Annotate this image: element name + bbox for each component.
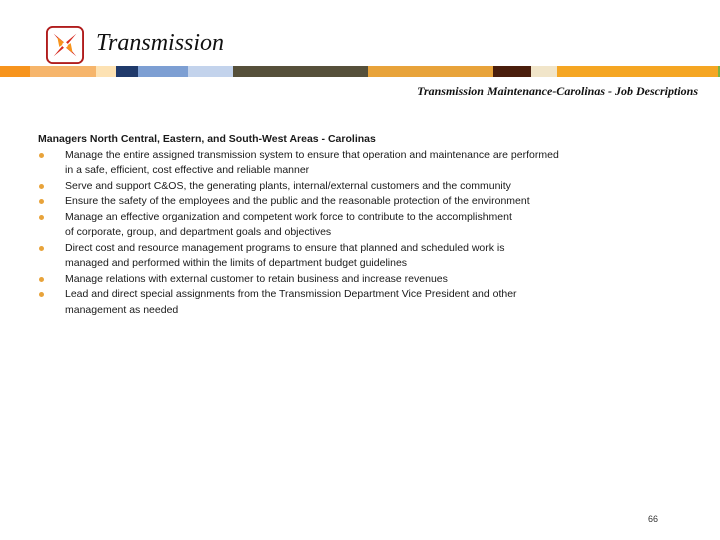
bullet-dot-icon xyxy=(39,153,44,158)
bullet-line: Manage the entire assigned transmission system to ensure that operation and maintenance are performed xyxy=(65,148,559,161)
bullet-dot-icon xyxy=(39,199,44,204)
stripe-segment xyxy=(233,66,368,77)
stripe-segment xyxy=(557,66,718,77)
stripe-segment xyxy=(368,66,493,77)
bullet-line: of corporate, group, and department goals and objectives xyxy=(65,226,332,238)
list-item xyxy=(38,241,678,272)
list-item xyxy=(38,272,678,288)
bullet-line: Direct cost and resource management programs to ensure that planned and scheduled work is xyxy=(65,241,505,254)
color-stripe xyxy=(0,66,720,77)
stripe-segment xyxy=(96,66,116,77)
bullet-dot-icon xyxy=(39,246,44,251)
list-item xyxy=(38,194,678,210)
duke-logo-icon xyxy=(46,26,84,64)
stripe-segment xyxy=(116,66,138,77)
stripe-segment xyxy=(30,66,96,77)
stripe-segment xyxy=(138,66,188,77)
bullet-line: Lead and direct special assignments from the Transmission Department Vice President and other xyxy=(65,288,517,300)
brand-title: Transmission xyxy=(96,30,225,56)
slide-header xyxy=(0,0,720,98)
stripe-segment xyxy=(0,66,30,77)
bullet-line: managed and performed within the limits of department budget guidelines xyxy=(65,257,408,269)
list-item xyxy=(38,287,678,318)
bullet-dot-icon xyxy=(39,184,44,189)
stripe-segment xyxy=(531,66,557,77)
stripe-segment xyxy=(493,66,531,77)
section-heading: Managers North Central, Eastern, and South-West Areas - Carolinas xyxy=(38,133,376,145)
responsibilities-list xyxy=(38,148,678,319)
bullet-line: in a safe, efficient, cost effective and reliable manner xyxy=(65,164,310,176)
list-item xyxy=(38,148,678,179)
list-item xyxy=(38,179,678,195)
list-item xyxy=(38,210,678,241)
bullet-line: Ensure the safety of the employees and the public and the reasonable protection of the environment xyxy=(65,195,530,207)
bullet-line: Serve and support C&OS, the generating plants, internal/external customers and the community xyxy=(65,179,511,192)
stripe-segment xyxy=(188,66,233,77)
bullet-line: Manage relations with external customer to retain business and increase revenues xyxy=(65,272,448,285)
bullet-dot-icon xyxy=(39,277,44,282)
bullet-dot-icon xyxy=(39,215,44,220)
page-subtitle: Transmission Maintenance-Carolinas - Job Descriptions xyxy=(417,84,698,98)
page-number: 66 xyxy=(648,514,659,524)
bullet-line: management as needed xyxy=(65,303,179,316)
bullet-dot-icon xyxy=(39,292,44,297)
job-description-content xyxy=(38,132,678,318)
bullet-line: Manage an effective organization and competent work force to contribute to the accomplishment xyxy=(65,210,512,223)
